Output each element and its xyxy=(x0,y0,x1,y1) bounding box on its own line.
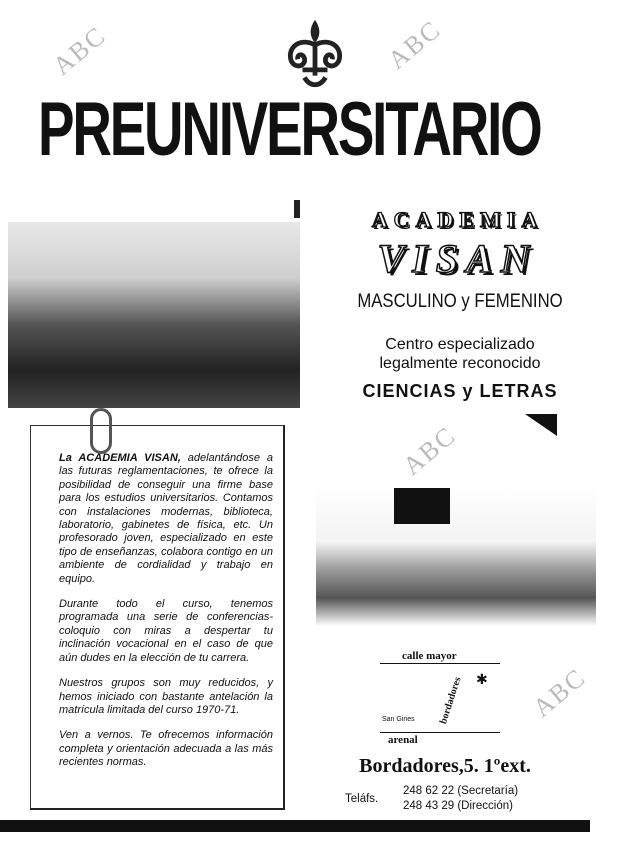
center-description xyxy=(330,335,590,373)
watermark: ABC xyxy=(527,662,592,723)
note-paragraph: Durante todo el curso, tenemos programada una serie de conferencias-coloquio con miras a despertar tu inclinación vocacional en el caso de que aún dudes en la elección de tu carrera. xyxy=(59,598,273,664)
paperclip-icon xyxy=(90,408,112,454)
blackboard xyxy=(394,488,450,524)
note-paragraph xyxy=(59,452,273,586)
fleur-de-lis-ornament xyxy=(280,18,350,90)
note-text: adelantándose a las futuras reglamentaciones, te ofrece la posibilidad de conseguir una firme base para los estudios universitarios. Contamos con instalaciones modernas, biblioteca, laboratorio, gabinetes de física, etc. Un profesorado joven, especializado en este tipo de enseñanzas, colabora contigo en un ambiente de cordialidad y trabajo en equipo. xyxy=(59,452,273,585)
classroom-photo xyxy=(8,222,300,408)
map-street-diag: bordadores xyxy=(438,675,464,726)
phones-label: Teláfs. xyxy=(345,793,379,805)
map-church: San Gines xyxy=(382,716,415,723)
bottom-rule xyxy=(0,820,590,832)
audience: MASCULINO y FEMENINO xyxy=(357,291,563,312)
academy-label: ACADEMIA xyxy=(371,207,544,232)
watermark: ABC xyxy=(382,14,447,75)
library-photo xyxy=(316,486,596,626)
location-map xyxy=(380,650,500,746)
note-paragraph: Nuestros grupos son muy reducidos, y hemos iniciado con bastante antelación la matrícula limitada del curso 1970-71. xyxy=(59,677,273,716)
center-line2: legalmente reconocido xyxy=(379,355,541,372)
academy-name: VISAN xyxy=(377,236,538,281)
phone-secretary: 248 62 22 (Secretaría) xyxy=(403,785,519,797)
map-street-top: calle mayor xyxy=(402,650,457,662)
watermark: ABC xyxy=(47,20,112,81)
location-star-icon: ✱ xyxy=(476,671,488,687)
triangle-mark xyxy=(525,414,557,436)
note-paragraph: Ven a vernos. Te ofrecemos información completa y orientación adecuada a las más recientes normas. xyxy=(59,729,273,769)
map-street-bottom: arenal xyxy=(388,734,418,746)
watermark: ABC xyxy=(397,420,462,481)
print-mark xyxy=(294,200,300,218)
info-note xyxy=(30,425,285,810)
address: Bordadores,5. 1ºext. xyxy=(359,755,531,777)
phone-direction: 248 43 29 (Dirección) xyxy=(403,800,513,812)
subjects: CIENCIAS y LETRAS xyxy=(362,381,558,401)
center-line1: Centro especializado xyxy=(385,336,535,353)
note-lead: La ACADEMIA VISAN, xyxy=(59,452,181,464)
headline: PREUNIVERSITARIO xyxy=(38,87,541,172)
